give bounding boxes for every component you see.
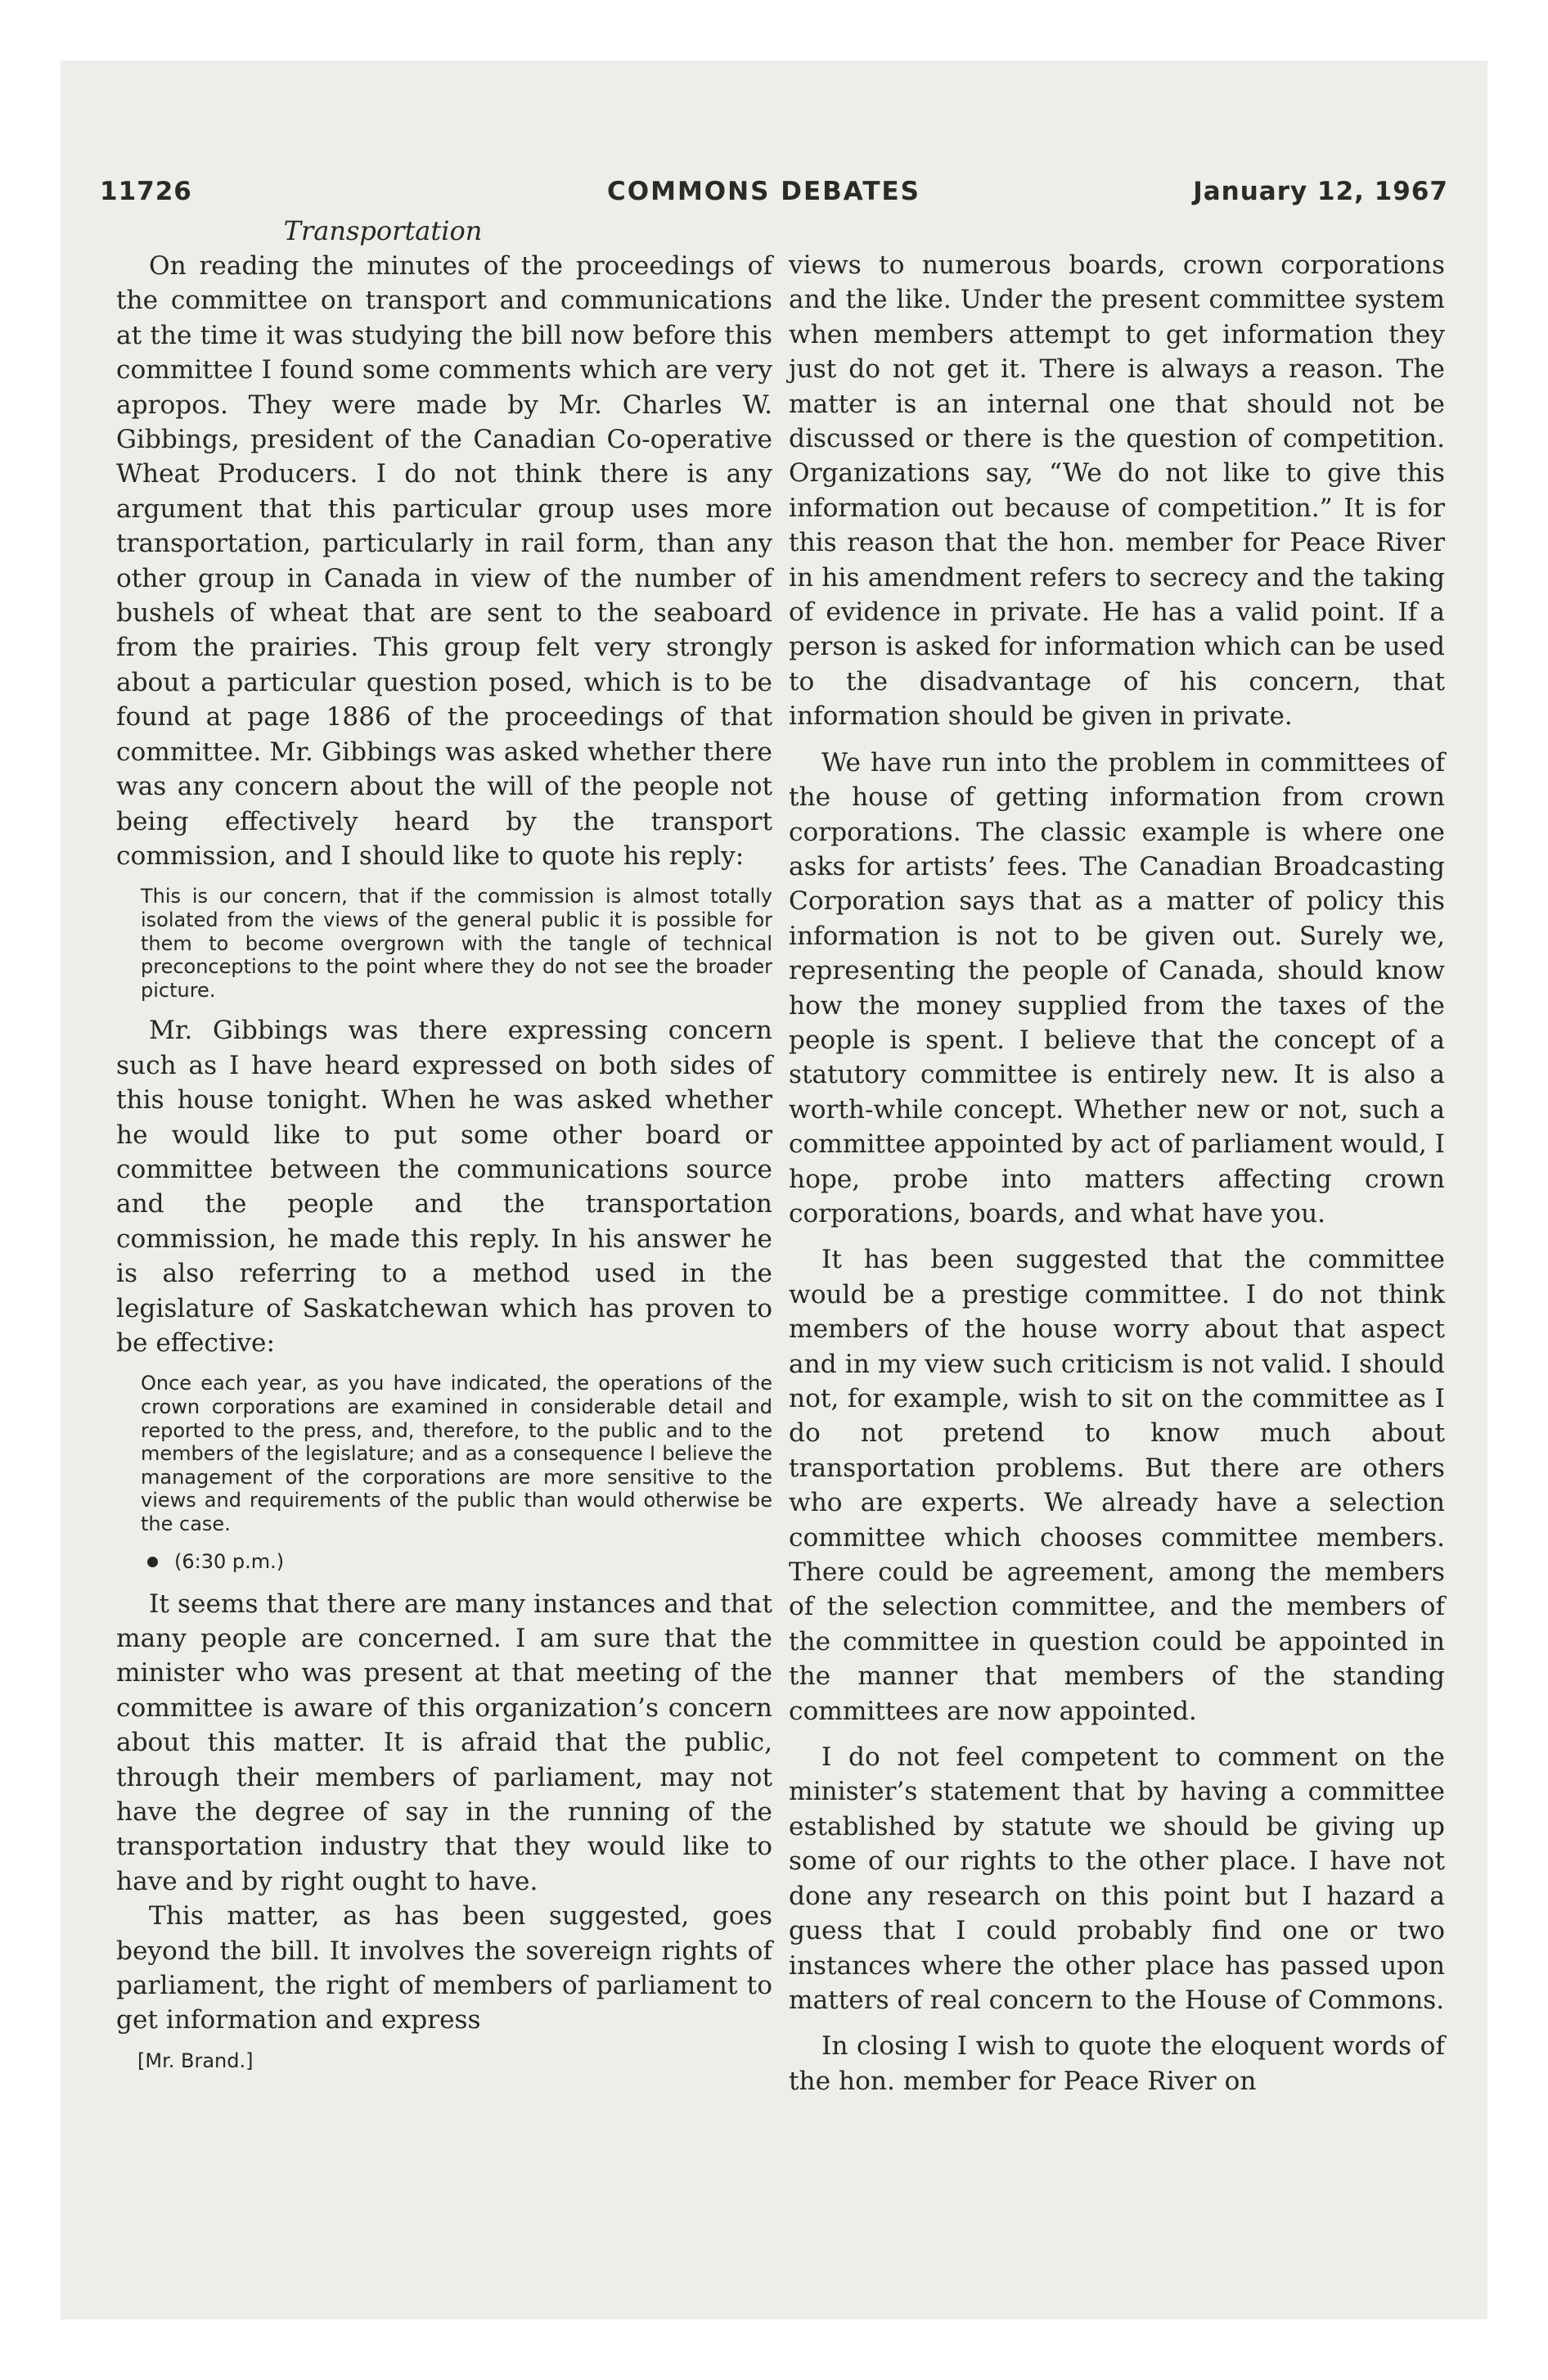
left-column: [116, 213, 772, 2074]
bullet-icon: [147, 1557, 158, 1567]
publication-title: COMMONS DEBATES: [607, 177, 920, 206]
paragraph: On reading the minutes of the proceedings of the committee on transport and communications at the time it was studying the bill now before this committee I found some comments which are very apropos. They were made by Mr. Charles W. Gibbings, president of the Canadian Co-operative Wheat Producers. I do not think there is any argument that this particular group uses more transportation, particularly in rail form, than any other group in Canada in view of the number of bushels of wheat that are sent to the seaboard from the prairies. This group felt very strongly about a particular question posed, which is to be found at page 1886 of the proceedings of that committee. Mr. Gibbings was asked whether there was any concern about the will of the people not being effectively heard by the transport commission, and I should like to quote his reply:: [116, 251, 772, 871]
time-marker-label: (6:30 p.m.): [174, 1549, 285, 1573]
paragraph: Mr. Gibbings was there expressing concern such as I have heard expressed on both sides of this house tonight. When he was asked whether he would like to put some other board or committee between the communications source and the people and the transportation commission, he made this reply. In his answer he is also referring to a method used in the legislature of Saskatchewan which has proven to be effective:: [116, 1016, 772, 1358]
page-header: [100, 177, 1448, 214]
page-number: 11726: [100, 177, 192, 206]
block-quote: Once each year, as you have indicated, the operations of the crown corporations are examined in considerable detail and reported to the press, and, therefore, to the public and to the members of the legislature; and as a consequence I believe the management of the corporations are more sensitive to the views and requirements of the public than would otherwise be the case.: [141, 1372, 772, 1535]
paragraph: views to numerous boards, crown corporations and the like. Under the present committee system when members attempt to get information they just do not get it. There is always a reason. The matter is an internal one that should not be discussed or there is the question of competition. Organizations say, “We do not like to give this information out because of competition.” It is for this reason that the hon. member for Peace River in his amendment refers to secrecy and the taking of evidence in private. He has a valid point. If a person is asked for information which can be used to the disadvantage of his concern, that information should be given in private.: [789, 250, 1445, 732]
paragraph: In closing I wish to quote the eloquent words of the hon. member for Peace River on: [789, 2031, 1445, 2096]
section-title: Transportation: [283, 215, 483, 246]
publication-date: January 12, 1967: [1193, 177, 1448, 206]
block-quote: This is our concern, that if the commission is almost totally isolated from the views of the general public it is possible for them to become overgrown with the tangle of technical preconceptions to the point where they do not see the broader picture.: [141, 885, 772, 1002]
speaker-attribution: [Mr. Brand.]: [137, 2049, 254, 2072]
paragraph: I do not feel competent to comment on the minister’s statement that by having a committee established by statute we should be giving up some of our rights to the other place. I have not done any research on this point but I hazard a guess that I could probably find one or two instances where the other place has passed upon matters of real concern to the House of Commons.: [789, 1742, 1445, 2015]
paragraph: It seems that there are many instances and that many people are concerned. I am sure that the minister who was present at that meeting of the committee is aware of this organization’s concern about this matter. It is afraid that the public, through their members of parliament, may not have the degree of say in the running of the transportation industry that they would like to have and by right ought to have.: [116, 1589, 772, 1896]
time-marker: [147, 1548, 772, 1575]
right-column: [789, 248, 1445, 2098]
paragraph: It has been suggested that the committee would be a prestige committee. I do not think members of the house worry about that aspect and in my view such criticism is not valid. I should not, for example, wish to sit on the committee as I do not pretend to know much about transportation problems. But there are others who are experts. We already have a selection committee which chooses committee members. There could be agreement, among the members of the selection committee, and the members of the committee in question could be appointed in the manner that members of the standing committees are now appointed.: [789, 1245, 1445, 1726]
paragraph: We have run into the problem in committees of the house of getting information from crown corporations. The classic example is where one asks for artists’ fees. The Canadian Broadcasting Corporation says that as a matter of policy this information is not to be given out. Surely we, representing the people of Canada, should know how the money supplied from the taxes of the people is spent. I believe that the concept of a statutory committee is entirely new. It is also a worth-while concept. Whether new or not, such a committee appointed by act of parliament would, I hope, probe into matters affecting crown corporations, boards, and what have you.: [789, 747, 1445, 1228]
paragraph: This matter, as has been suggested, goes beyond the bill. It involves the sovereign rights of parliament, the right of members of parliament to get information and express: [116, 1901, 772, 2035]
